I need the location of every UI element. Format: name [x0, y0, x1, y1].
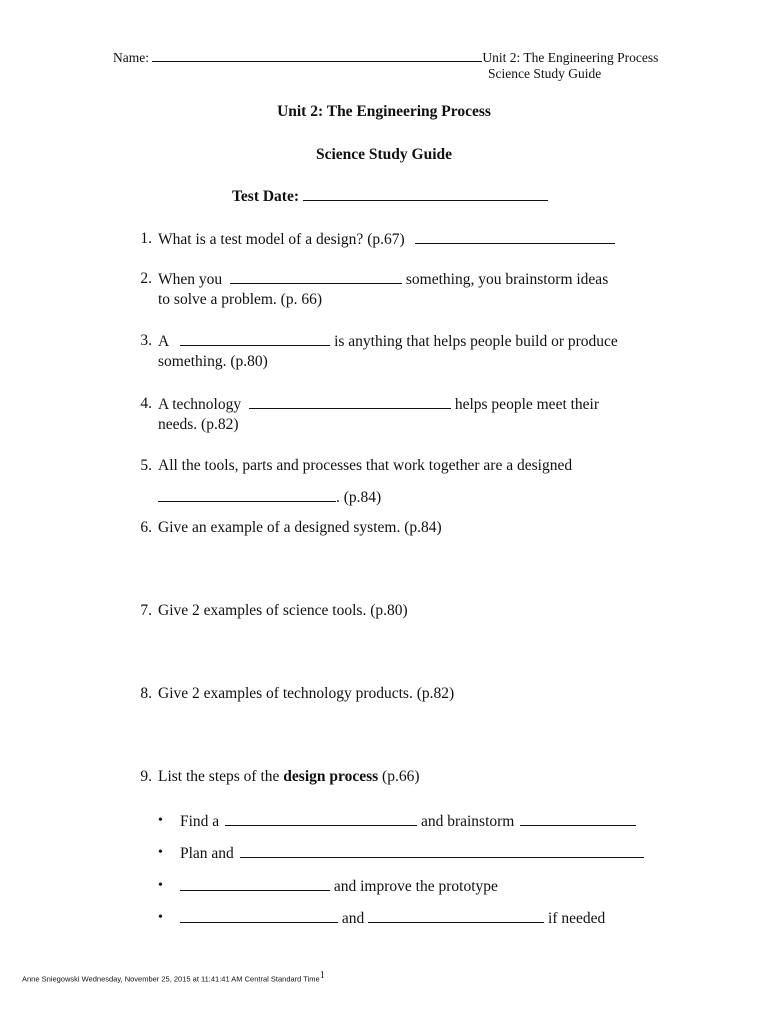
question-text: A technology: [158, 396, 242, 413]
question-5-line2: [158, 487, 381, 508]
question-number: 6.: [140, 519, 152, 536]
question-number: 2.: [140, 270, 152, 287]
answer-blank: [520, 811, 636, 826]
answer-blank: [368, 908, 544, 923]
page-title: Unit 2: The Engineering Process: [277, 103, 491, 120]
step-text: if needed: [548, 910, 606, 927]
test-date-blank: [303, 186, 548, 201]
bullet-icon: •: [158, 813, 163, 828]
step-text: Find a: [180, 813, 220, 830]
step-text: and: [341, 910, 365, 927]
step-2: [158, 843, 644, 864]
header-unit-title: Unit 2: The Engineering Process: [482, 50, 659, 65]
question-text: helps people meet their: [454, 396, 600, 413]
question-number: 8.: [140, 685, 152, 702]
question-text: When you: [158, 271, 223, 288]
page-header: [113, 47, 658, 67]
bullet-icon: •: [158, 878, 163, 893]
question-2-line2: to solve a problem. (p. 66): [158, 291, 323, 308]
bullet-icon: •: [158, 845, 163, 860]
question-text: something, you brainstorm ideas: [405, 271, 609, 288]
step-3: [158, 876, 498, 897]
name-label: Name:: [113, 50, 149, 65]
step-text: and improve the prototype: [333, 878, 498, 895]
question-text: Give an example of a designed system. (p.84): [158, 519, 442, 536]
question-4-line2: needs. (p.82): [158, 416, 239, 433]
question-text-bold: design process: [283, 768, 379, 785]
question-2: [130, 269, 608, 290]
step-1: [158, 811, 636, 832]
question-number: 9.: [140, 768, 152, 785]
question-4: [130, 394, 599, 415]
test-date-row: [232, 186, 548, 207]
test-date-label: Test Date:: [232, 188, 300, 205]
question-number: 1.: [140, 230, 152, 247]
question-1: [130, 229, 615, 250]
question-3: [130, 331, 618, 352]
step-4: [158, 908, 605, 929]
answer-blank: [415, 229, 615, 244]
answer-blank: [230, 269, 402, 284]
bullet-icon: •: [158, 910, 163, 925]
question-5: [130, 456, 572, 476]
question-8: [130, 684, 454, 704]
question-number: 5.: [140, 457, 152, 474]
page-subtitle: Science Study Guide: [315, 146, 453, 163]
question-text: Give 2 examples of technology products. (p.82): [158, 685, 455, 702]
answer-blank: [225, 811, 417, 826]
question-number: 7.: [140, 602, 152, 619]
question-text: What is a test model of a design? (p.67): [158, 231, 405, 248]
question-6: [130, 518, 442, 538]
question-7: [130, 601, 408, 621]
page-footer: [22, 970, 325, 984]
question-text: is anything that helps people build or produce: [334, 333, 618, 350]
question-3-line2: something. (p.80): [158, 353, 268, 370]
header-subtitle: Science Study Guide: [488, 66, 602, 81]
question-number: 3.: [140, 332, 152, 349]
footer-text: Anne Sniegowski Wednesday, November 25, 2015 at 11:41:41 AM Central Standard Time: [22, 974, 320, 984]
answer-blank: [240, 843, 644, 858]
step-text: Plan and: [180, 845, 234, 862]
answer-blank: [180, 908, 338, 923]
question-text: (p.66): [382, 768, 420, 785]
step-text: and brainstorm: [420, 813, 515, 830]
question-number: 4.: [140, 395, 152, 412]
question-text: List the steps of the: [158, 768, 280, 785]
answer-blank: [249, 394, 451, 409]
question-text: Give 2 examples of science tools. (p.80): [158, 602, 408, 619]
question-text: . (p.84): [336, 489, 382, 506]
answer-blank: [158, 487, 336, 502]
answer-blank: [180, 876, 330, 891]
answer-blank: [180, 331, 330, 346]
question-text: A: [158, 333, 169, 350]
question-9: [130, 767, 420, 787]
name-blank: [152, 47, 482, 62]
page-number: 1: [319, 970, 325, 981]
question-text: All the tools, parts and processes that work together are a designed: [158, 457, 573, 474]
